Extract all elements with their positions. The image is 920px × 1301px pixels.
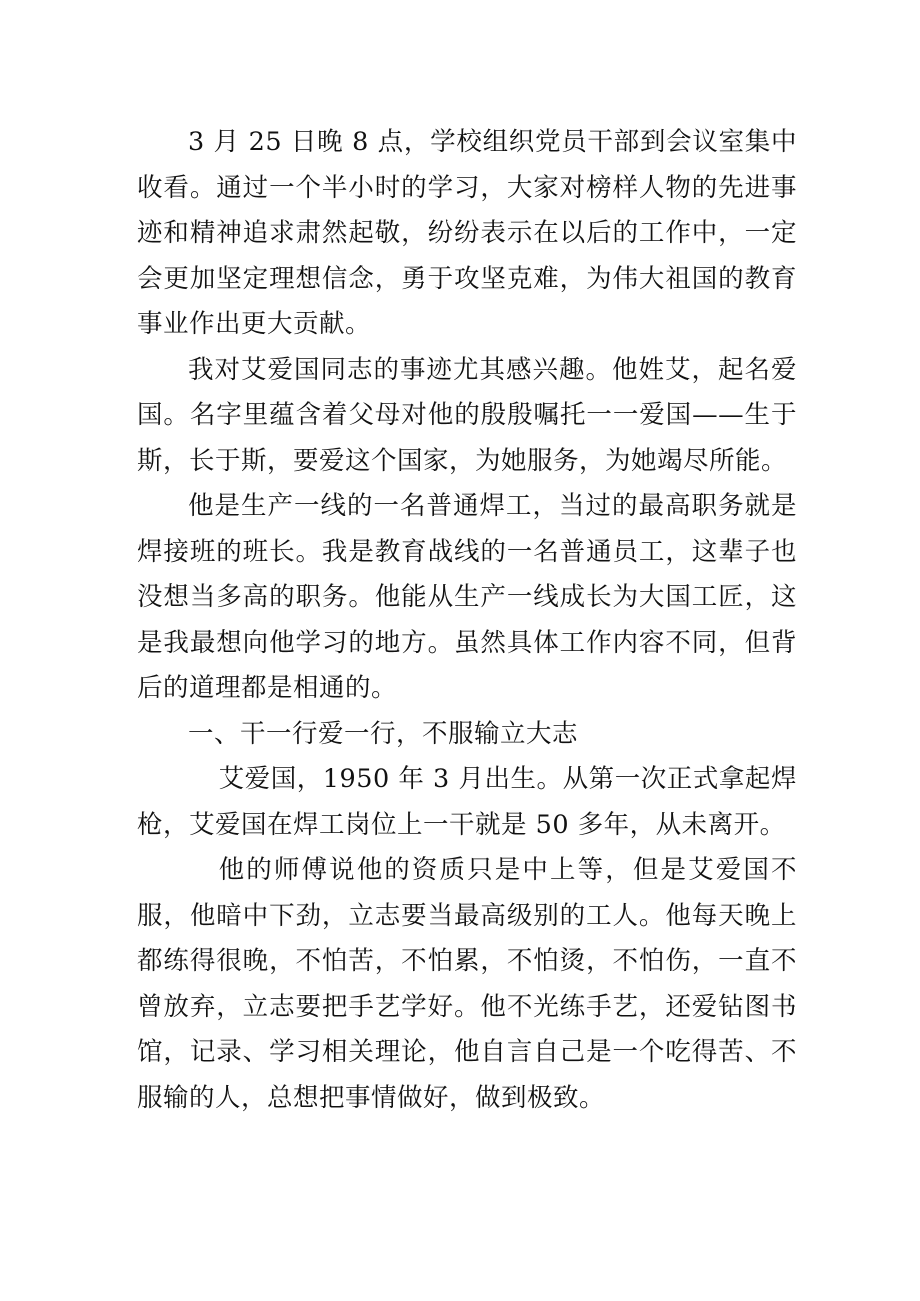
paragraph-master-comment: 他的师傅说他的资质只是中上等，但是艾爱国不服，他暗中下劲，立志要当最高级别的工人。他每天晚上都练得很晚，不怕苦，不怕累，不怕烫，不怕伤，一直不曾放弃，立志要把手艺学好。他不光练手艺，还爱钻图书馆，记录、学习相关理论，他自言自己是一个吃得苦、不服输的人，总想把事情做好，做到极致。 xyxy=(137,855,797,1113)
section-heading-1: 一、干一行爱一行，不服输立大志 xyxy=(188,718,579,749)
paragraph-study-session: 3 月 25 日晚 8 点，学校组织党员干部到会议室集中收看。通过一个半小时的学习，大家对榜样人物的先进事迹和精神追求肃然起敬，纷纷表示在以后的工作中，一定会更加坚定理想信念，勇于攻坚克难，为伟大祖国的教育事业作出更大贡献。 xyxy=(137,127,797,339)
paragraph-welder-career: 他是生产一线的一名普通焊工，当过的最高职务就是焊接班的班长。我是教育战线的一名普通员工，这辈子也没想当多高的职务。他能从生产一线成长为大国工匠，这是我最想向他学习的地方。虽然具体工作内容不同，但背后的道理都是相通的。 xyxy=(137,491,797,703)
paragraph-ai-aiguo-name: 我对艾爱国同志的事迹尤其感兴趣。他姓艾，起名爱国。名字里蕴含着父母对他的殷殷嘱托一一爱国——生于斯，长于斯，要爱这个国家，为她服务，为她竭尽所能。 xyxy=(137,354,797,476)
document-body xyxy=(137,120,797,1121)
paragraph-birth-career: 艾爱国，1950 年 3 月出生。从第一次正式拿起焊枪，艾爱国在焊工岗位上一干就是 50 多年，从未离开。 xyxy=(137,764,797,840)
